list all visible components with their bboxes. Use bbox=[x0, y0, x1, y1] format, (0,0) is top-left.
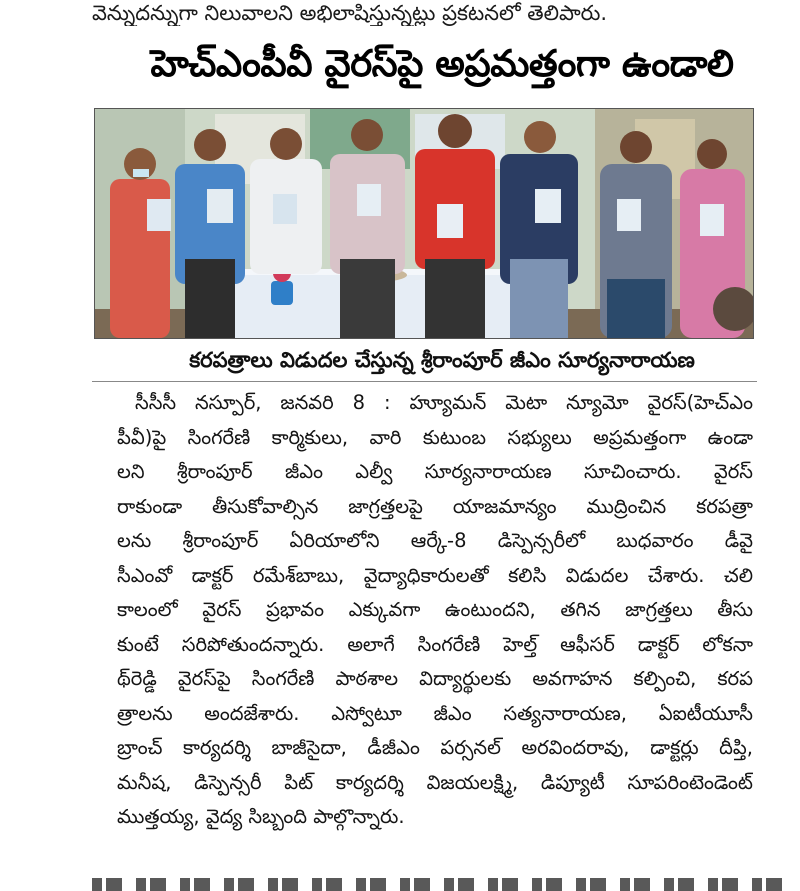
previous-article-tail: వెన్నుదన్నుగా నిలువాలని అభిలాషిస్తున్నట్లు ప్రకటనలో తెలిపారు. bbox=[92, 1, 608, 25]
article-photo bbox=[94, 108, 754, 339]
next-article-cut-off bbox=[92, 870, 792, 891]
body-line: లను శ్రీరాంపూర్‌ ఏరియాలోని ఆర్కే-8 డిస్పెన్సరీలో బుధవారం డీవై bbox=[117, 529, 753, 552]
body-line: థ్‌రెడ్డి వైరస్‌పై సింగరేణి పాఠశాల విద్యార్థులకు అవగాహన కల్పించి, కరప bbox=[117, 667, 753, 690]
body-line: బ్రాంచ్‌ కార్యదర్శి బాజీసైదా, డీజీఎం పర్సనల్‌ అరవిందరావు, డాక్టర్లు దీప్తి, bbox=[117, 736, 753, 759]
body-line: రాకుండా తీసుకోవాల్సిన జాగ్రత్తలపై యాజమాన్యం ముద్రించిన కరపత్రా bbox=[117, 494, 753, 518]
body-line: కుంటే సరిపోతుందన్నారు. అలాగే సింగరేణి హెల్త్‌ ఆఫీసర్‌ డాక్టర్‌ లోకనా bbox=[117, 632, 753, 656]
article-body bbox=[117, 386, 753, 835]
group-photo-icon bbox=[95, 109, 753, 338]
body-line: త్రాలను అందజేశారు. ఎస్వోటూ జీఎం సత్యనారాయణ, ఏఐటీయూసీ bbox=[117, 701, 753, 725]
photo-caption: కరపత్రాలు విడుదల చేస్తున్న శ్రీరాంపూర్‌ జీఎం సూర్యనారాయణ bbox=[189, 348, 695, 372]
body-line: ముత్తయ్య, వైద్య సిబ్బంది పాల్గొన్నారు. bbox=[117, 805, 405, 828]
body-line: సీఎంవో డాక్టర్‌ రమేశ్‌బాబు, వైద్యాధికారులతో కలిసి విడుదల చేశారు. చలి bbox=[117, 563, 753, 587]
body-line: మనీష, డిస్పెన్సరీ పిట్‌ కార్యదర్శి విజయలక్ష్మి, డిప్యూటీ సూపరింటెండెంట్‌ bbox=[117, 770, 753, 794]
body-line: సీసీసీ నస్పూర్‌, జనవరి 8 : హ్యూమన్‌ మెటా న్యూమో వైరస్‌(హెచ్‌ఎం bbox=[135, 391, 753, 414]
body-line: కాలంలో వైరస్‌ ప్రభావం ఎక్కువగా ఉంటుందని, తగిన జాగ్రత్తలు తీసు bbox=[117, 598, 753, 621]
article-headline: హెచ్‌ఎంపీవీ వైరస్‌పై అప్రమత్తంగా ఉండాలి bbox=[150, 42, 734, 85]
body-line: పీవీ)పై సింగరేణి కార్మికులు, వారి కుటుంబ సభ్యులు అప్రమత్తంగా ఉండా bbox=[117, 425, 753, 449]
caption-divider bbox=[92, 381, 757, 382]
body-line: లని శ్రీరాంపూర్‌ జీఎం ఎల్వీ సూర్యనారాయణ సూచించారు. వైరస్‌ bbox=[117, 460, 753, 483]
